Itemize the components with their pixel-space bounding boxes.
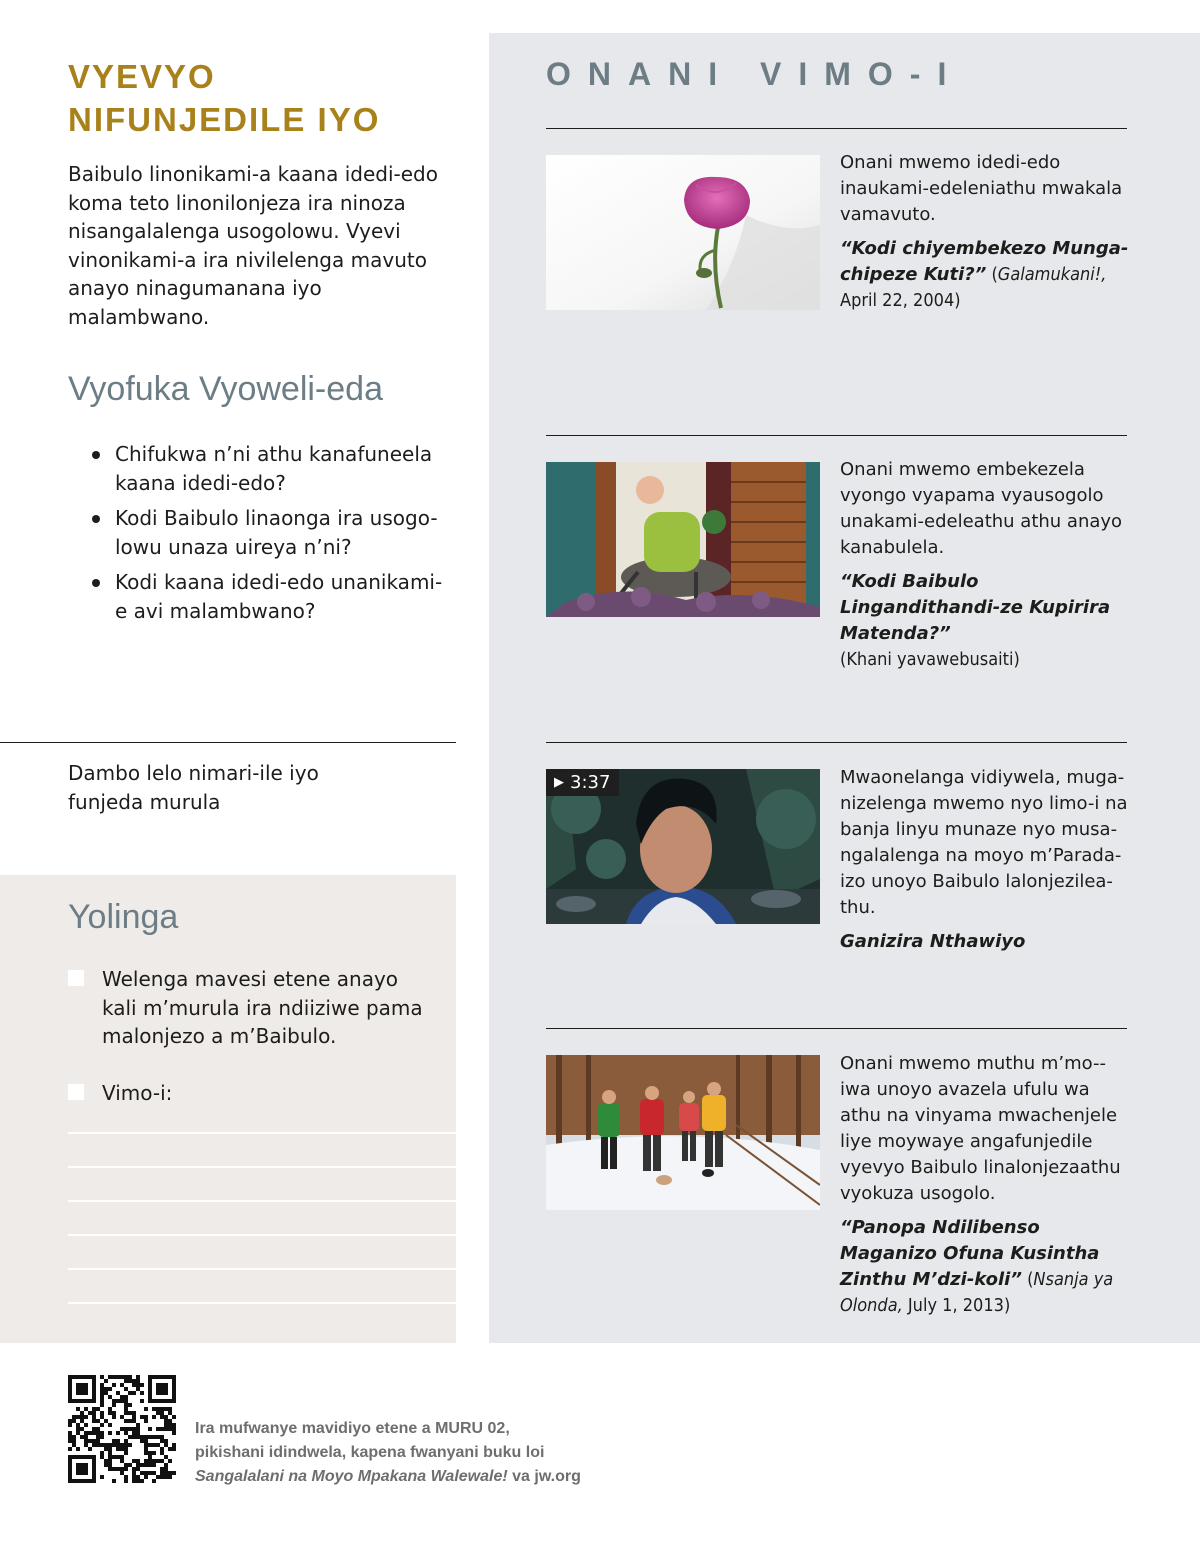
completion-date-label: Dambo lelo nimari-ile iyo funjeda murula — [68, 761, 319, 814]
questions-heading: Vyofuka Vyoweli-eda — [68, 370, 383, 408]
questions-list — [92, 440, 452, 633]
goal-text: Vimo-i: — [102, 1081, 173, 1105]
resource-description: Onani mwemo embekezela vyongo vyapama vyausogolo unakami-edeleathu athu anayo kanabulela. — [840, 459, 1123, 558]
writing-line[interactable] — [68, 1302, 456, 1304]
writing-line[interactable] — [68, 1268, 456, 1270]
goal-checkbox[interactable] — [68, 1084, 84, 1100]
resource-description: Mwaonelanga vidiywela, muga-nizelenga mwemo nyo limo-i na banja linyu munaze nyo musa-ngalalenga na moyo m’Parada-izo unoyo Baibulo lalonjezilea-thu. — [840, 767, 1128, 918]
qr-code[interactable] — [68, 1375, 176, 1483]
resource-link[interactable]: “Kodi chiyembekezo Munga-chipeze Kuti?” (Galamukani!, April 22, 2004) — [840, 238, 1129, 311]
page-title-line-1: VYEVYO — [68, 58, 216, 95]
divider — [0, 742, 456, 743]
flower-image[interactable] — [546, 155, 820, 310]
footer-line: pikishani idindwela, kapena fwanyani buku loi — [195, 1444, 545, 1461]
video-duration-badge — [546, 769, 619, 796]
wheelchair-man-image[interactable] — [546, 462, 820, 617]
writing-line[interactable] — [68, 1200, 456, 1202]
resource-item — [840, 457, 1130, 673]
goals-heading: Yolinga — [68, 898, 179, 936]
intro-paragraph: Baibulo linonikami-a kaana idedi-edo koma teto linonilonjeza ira ninoza nisangalalenga usogolowu. Vyevi vinonikami-a ira nivilelenga mavuto anayo ninagumanana iyo malambwano. — [68, 162, 438, 329]
resource-link[interactable]: Ganizira Nthawiyo — [840, 931, 1026, 952]
resource-item — [840, 1051, 1130, 1319]
video-thumbnail[interactable] — [546, 769, 820, 924]
page-title — [68, 55, 468, 141]
bullet-icon — [92, 451, 100, 459]
goal-text: Welenga mavesi etene anayo kali m’murula ira ndiiziwe pama malonjezo a m’Baibulo. — [102, 967, 423, 1049]
footer-line: Sangalalani na Moyo Mpakana Walewale! va jw.org — [195, 1468, 581, 1485]
writing-line[interactable] — [68, 1166, 456, 1168]
page-title-line-2: NIFUNJEDILE IYO — [68, 101, 381, 138]
resource-description: Onani mwemo idedi-edo inaukami-edeleniathu mwakala vamavuto. — [840, 152, 1123, 225]
resource-item — [840, 150, 1130, 314]
goal-item — [68, 965, 438, 1051]
divider — [546, 742, 1127, 743]
resource-description: Onani mwemo muthu m’mo--iwa unoyo avazela ufulu wa athu na vinyama mwachenjele liye moywaye angafunjedile vyevyo Baibulo linalonjezaathu vyokuza usogolo. — [840, 1053, 1121, 1204]
resource-link[interactable]: “Panopa Ndilibenso Maganizo Ofuna Kusintha Zinthu M’dzi-koli” (Nsanja ya Olonda, July 1, 2013) — [840, 1217, 1114, 1316]
question-item: Kodi kaana idedi-edo unanikami-e avi malambwano? — [92, 568, 452, 625]
bullet-icon — [92, 515, 100, 523]
question-item: Kodi Baibulo linaonga ira usogo-lowu unaza uireya n’ni? — [92, 504, 452, 561]
bullet-icon — [92, 579, 100, 587]
play-icon: ▶ — [554, 775, 564, 790]
writing-line[interactable] — [68, 1234, 456, 1236]
resource-source: (Khani yavawebusaiti) — [840, 649, 1020, 670]
question-item: Chifukwa n’ni athu kanafuneela kaana idedi-edo? — [92, 440, 452, 497]
resource-link[interactable]: “Kodi Baibulo Lingandithandi-ze Kupirira Matenda?” — [840, 571, 1111, 644]
goal-checkbox[interactable] — [68, 970, 84, 986]
divider — [546, 435, 1127, 436]
video-duration: 3:37 — [570, 772, 611, 793]
resource-item — [840, 765, 1130, 955]
divider — [546, 1028, 1127, 1029]
family-snow-image[interactable] — [546, 1055, 820, 1210]
goal-item — [68, 1079, 438, 1108]
divider — [546, 128, 1127, 129]
explore-heading: ONANI VIMO-I — [546, 56, 964, 92]
footer-line: Ira mufwanye mavidiyo etene a MURU 02, — [195, 1420, 510, 1437]
book-title: Sangalalani na Moyo Mpakana Walewale! — [195, 1468, 508, 1485]
footer-note — [195, 1417, 655, 1489]
writing-line[interactable] — [68, 1132, 456, 1134]
goals-box — [0, 875, 456, 1343]
